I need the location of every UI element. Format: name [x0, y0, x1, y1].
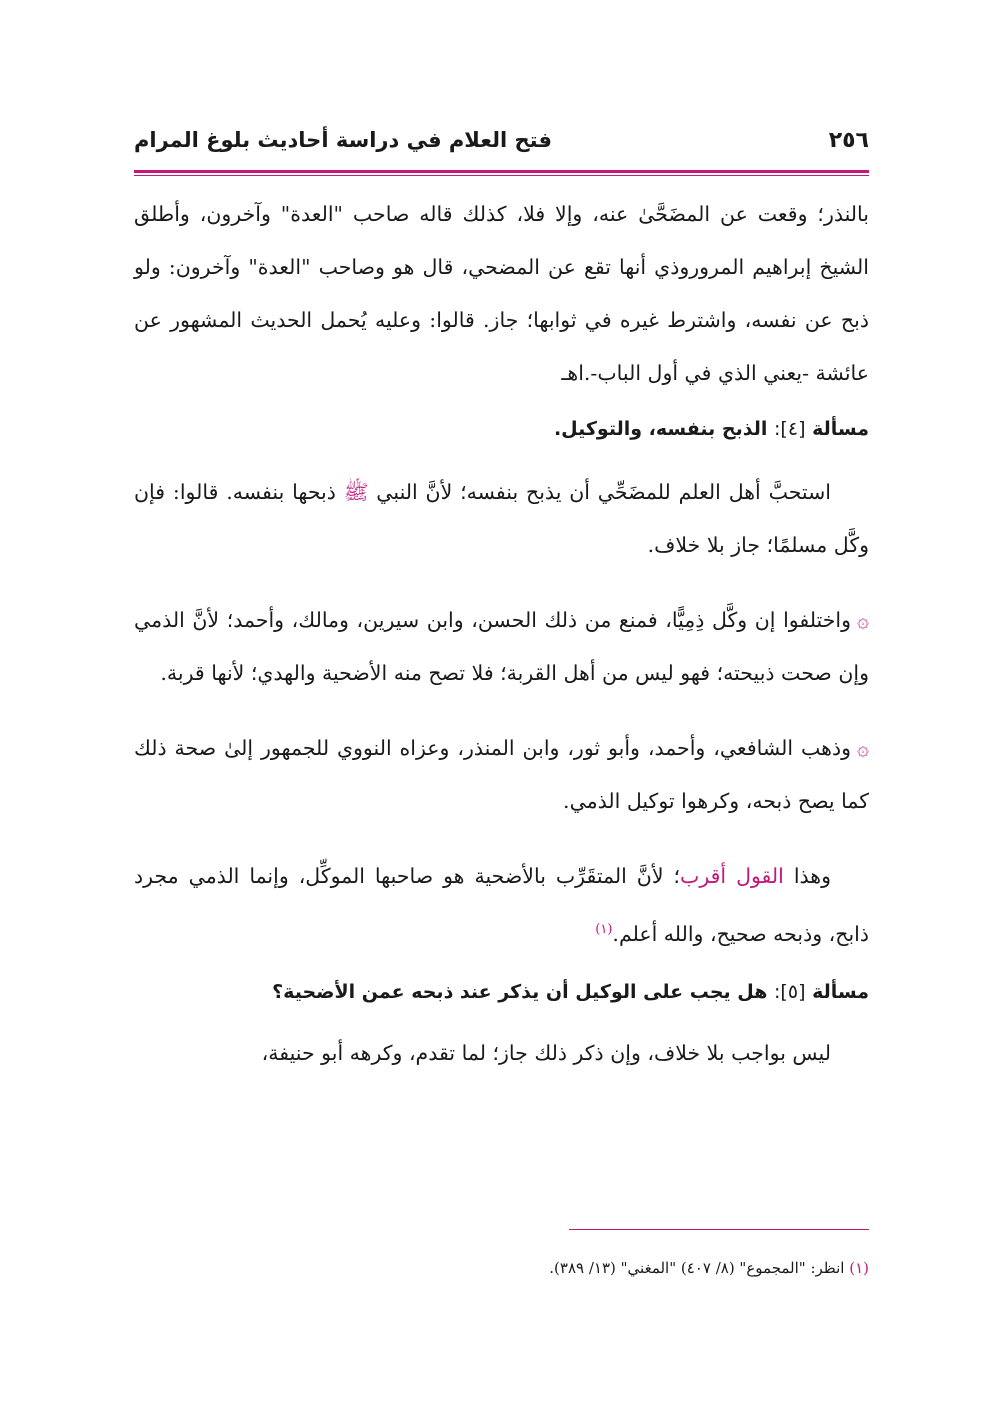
footnote: [134, 1256, 869, 1280]
footnote-text: انظر: "المجموع" (٨/ ٤٠٧) "المغني" (١٣/ ٣٨٩).: [549, 1259, 850, 1277]
page-body: [134, 188, 869, 1080]
paragraph-3: وهذا القول أقرب؛ لأنَّ المتقَرِّب بالأضحية هو صاحبها الموكِّل، وإنما الذمي مجرد ذابح، وذبحه صحيح، والله أعلم.$^{(١)}$: [134, 864, 869, 946]
salawat-glyph: ﷺ: [343, 480, 369, 504]
flower-bullet-icon: ۞: [856, 608, 869, 632]
paragraph-1: بالنذر؛ وقعت عن المضَحَّىٰ عنه، وإلا فلا، كذلك قاله صاحب "العدة" وآخرون، وأطلق الشيخ إبراهيم المروروذي أنها تقع عن المضحي، قال هو وصاحب "العدة" وآخرون: ولو ذبح عن نفسه، واشترط غيره في ثوابها؛ جاز. قالوا: وعليه يُحمل الحديث المشهور عن عائشة -يعني الذي في أول الباب-.اهـ: [134, 202, 869, 385]
running-header: [134, 128, 869, 168]
quoted-title: "العدة": [280, 202, 343, 226]
paragraph-4: ليس بواجب بلا خلاف، وإن ذكر ذلك جاز؛ لما تقدم، وكرهه أبو حنيفة،: [261, 1040, 831, 1065]
footnote-number: (١): [849, 1259, 869, 1277]
footnote-rule: [569, 1229, 869, 1230]
highlighted-phrase: القول أقرب: [680, 864, 784, 888]
quoted-title: "العدة": [248, 255, 311, 279]
header-rule: [134, 170, 869, 173]
footnote-reference[interactable]: (١): [595, 922, 613, 937]
page: [134, 0, 869, 1418]
book-title: فتح العلام في دراسة أحاديث بلوغ المرام: [134, 128, 552, 152]
bullet-1: ۞واختلفوا إن وكَّل ذِمِيًّا، فمنع من ذلك الحسن، وابن سيرين، ومالك، وأحمد؛ لأنَّ الذمي وإن صحت ذبيحته؛ فهو ليس من أهل القربة؛ فلا تصح منه الأضحية والهدي؛ لأنها قربة.: [134, 608, 869, 685]
page-number: ٢٥٦: [828, 128, 869, 153]
issue-5-heading: مسألة [٥]: هل يجب على الوكيل أن يذكر عند ذبحه عمن الأضحية؟: [272, 980, 869, 1003]
paragraph-2: استحبَّ أهل العلم للمضَحِّي أن يذبح بنفسه؛ لأنَّ النبي ﷺ ذبحها بنفسه. قالوا: فإن وكَّل مسلمًا؛ جاز بلا خلاف.: [134, 480, 869, 557]
bullet-2: ۞وذهب الشافعي، وأحمد، وأبو ثور، وابن المنذر، وعزاه النووي للجمهور إلىٰ صحة ذلك كما يصح ذبحه، وكرهوا توكيل الذمي.: [134, 736, 869, 813]
issue-4-heading: مسألة [٤]: الذبح بنفسه، والتوكيل.: [553, 418, 869, 440]
header-rule-thin: [134, 175, 869, 176]
flower-bullet-icon: ۞: [856, 736, 869, 760]
